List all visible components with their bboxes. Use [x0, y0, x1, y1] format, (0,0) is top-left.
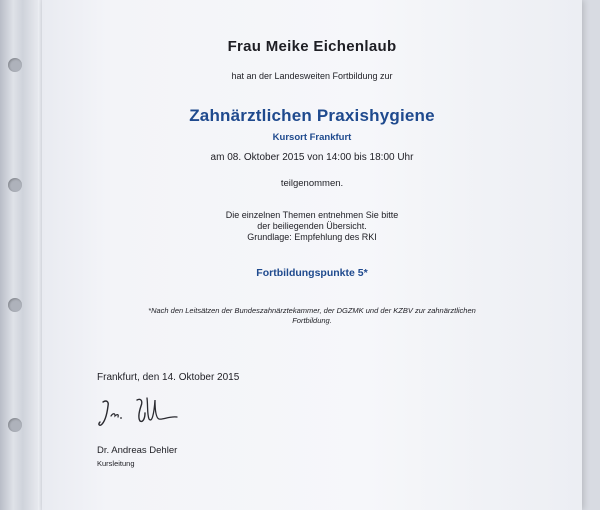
- topics-note: [42, 210, 582, 243]
- background-edge: [582, 0, 600, 510]
- footnote-line: *Nach den Leitsätzen der Bundeszahnärztekammer, der DGZMK und der KZBV zur zahnärztlichen: [148, 306, 476, 315]
- course-title: Zahnärztlichen Praxishygiene: [189, 106, 435, 125]
- training-points: Fortbildungspunkte 5*: [256, 267, 368, 279]
- punch-hole-icon: [8, 178, 22, 192]
- punch-hole-icon: [8, 418, 22, 432]
- attended-text: teilgenommen.: [280, 178, 344, 189]
- footnote-line: Fortbildung.: [292, 316, 332, 325]
- punch-hole-icon: [8, 298, 22, 312]
- binder-sleeve-strip: [0, 0, 38, 510]
- recipient-name: Frau Meike Eichenlaub: [227, 38, 397, 55]
- course-date-time: am 08. Oktober 2015 von 14:00 bis 18:00 Uhr: [210, 152, 414, 163]
- footnote: [42, 306, 582, 326]
- signer-role: Kursleitung: [97, 459, 135, 468]
- place-and-date: Frankfurt, den 14. Oktober 2015: [97, 372, 240, 383]
- punch-hole-icon: [8, 58, 22, 72]
- topics-line: der beiliegenden Übersicht.: [257, 221, 367, 231]
- certificate-page: [42, 0, 582, 510]
- intro-text: hat an der Landesweiten Fortbildung zur: [231, 71, 393, 81]
- course-location: Kursort Frankfurt: [272, 132, 352, 143]
- signer-name: Dr. Andreas Dehler: [97, 445, 178, 456]
- handwritten-signature: [97, 392, 192, 432]
- topics-line: Grundlage: Empfehlung des RKI: [247, 232, 377, 242]
- topics-line: Die einzelnen Themen entnehmen Sie bitte: [225, 210, 399, 220]
